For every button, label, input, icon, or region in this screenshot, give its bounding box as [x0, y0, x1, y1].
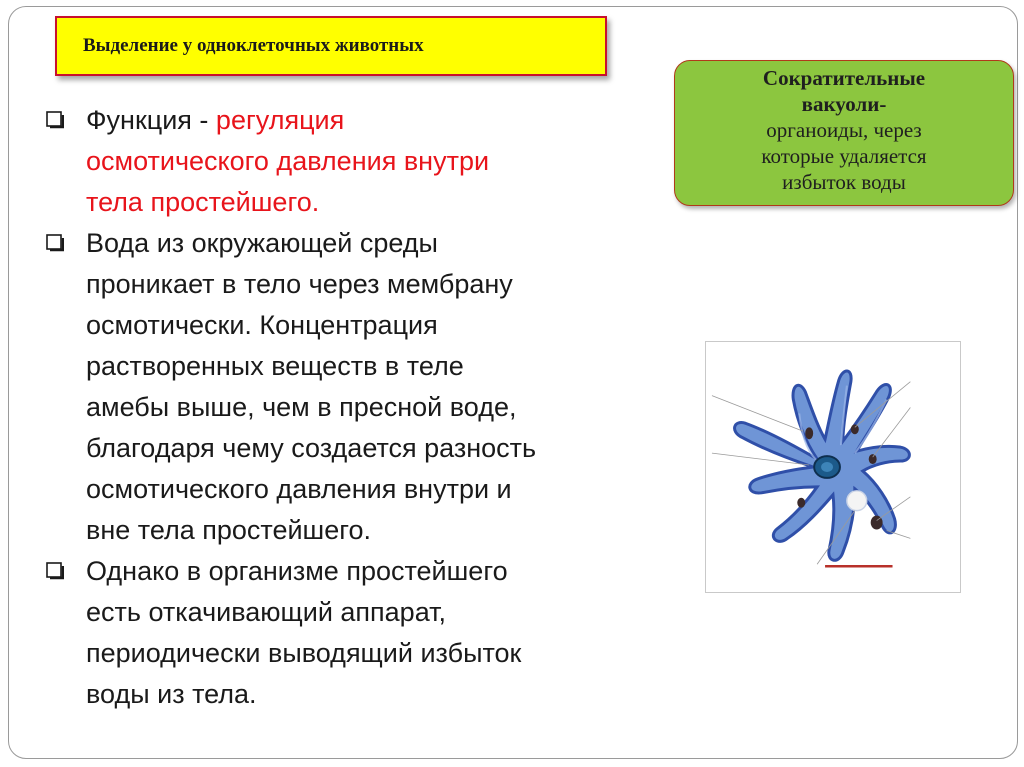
checkbox-bullet-icon	[46, 111, 64, 129]
slide-title-text: Выделение у одноклеточных животных	[83, 35, 424, 56]
checkbox-bullet-icon	[46, 562, 64, 580]
bullet-text: Однако в организме простейшего	[86, 556, 508, 586]
definition-term: Сократительные вакуоли-	[762, 66, 926, 116]
bullet-list	[44, 100, 664, 715]
nucleolus	[821, 462, 833, 472]
bullet-text: Вода из окружающей среды	[86, 228, 438, 258]
amoeba-figure	[705, 341, 961, 593]
bullet-text: периодически выводящий избыток	[86, 638, 522, 668]
bullet-text: вне тела простейшего.	[86, 515, 371, 545]
slide-title	[55, 16, 607, 76]
contractile-vacuole	[847, 491, 867, 511]
food-vacuole	[869, 454, 877, 464]
bullet-text-highlight: осмотического давления внутри	[86, 146, 490, 176]
food-vacuole	[797, 498, 805, 508]
bullet-text: растворенных веществ в теле	[86, 351, 464, 381]
bullet-text-highlight: регуляция	[215, 105, 345, 135]
bullet-item-water	[44, 223, 664, 551]
bullet-item-apparatus	[44, 551, 664, 715]
bullet-text: амебы выше, чем в пресной воде,	[86, 392, 517, 422]
checkbox-bullet-icon	[46, 234, 64, 252]
bullet-text-highlight: тела простейшего.	[86, 187, 320, 217]
bullet-text: осмотически. Концентрация	[86, 310, 438, 340]
bullet-text: благодаря чему создается разность	[86, 433, 537, 463]
food-vacuole	[851, 424, 859, 434]
definition-description: органоиды, через которые удаляется избыток воды	[761, 118, 927, 194]
food-vacuole	[805, 427, 813, 439]
bullet-text: воды из тела.	[86, 679, 257, 709]
definition-box	[674, 60, 1014, 206]
bullet-text: осмотического давления внутри и	[86, 474, 512, 504]
bullet-text: есть откачивающий аппарат,	[86, 597, 446, 627]
bullet-text: проникает в тело через мембрану	[86, 269, 513, 299]
bullet-text: Функция -	[86, 105, 216, 135]
bullet-item-function	[44, 100, 664, 223]
bullet-line	[86, 100, 664, 141]
amoeba-illustration	[706, 342, 960, 592]
